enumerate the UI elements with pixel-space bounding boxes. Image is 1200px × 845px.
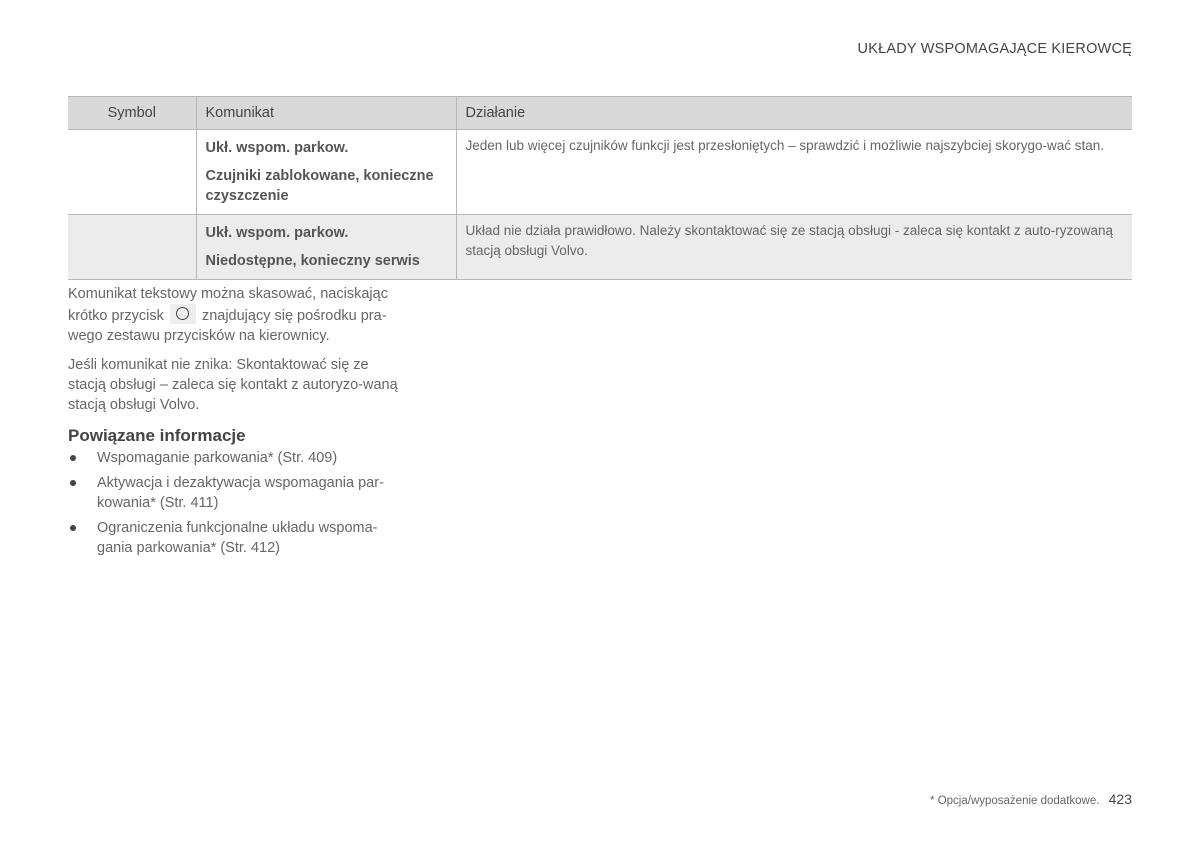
bullet-icon [70, 480, 76, 486]
reset-instruction-text-before: Komunikat tekstowy można skasować, naciskając krótko przycisk [68, 286, 388, 324]
bullet-icon [70, 455, 76, 461]
message-detail: Czujniki zablokowane, konieczne czyszczenie [205, 168, 434, 204]
section-title: UKŁADY WSPOMAGAJĄCE KIEROWCĘ [857, 41, 1132, 57]
symbol-cell [68, 215, 196, 280]
message-title: Ukł. wspom. parkow. [205, 140, 349, 156]
symbol-cell [68, 130, 196, 215]
message-detail: Niedostępne, konieczny serwis [205, 253, 420, 269]
related-info-item[interactable] [68, 473, 408, 513]
column-header-message: Komunikat [196, 97, 456, 130]
related-info-link[interactable]: Wspomaganie parkowania* (Str. 409) [97, 450, 338, 466]
reset-instruction-paragraph [68, 284, 408, 346]
action-text: Jeden lub więcej czujników funkcji jest przesłoniętych – sprawdzić i możliwie najszybciej skorygo-wać stan. [465, 138, 1105, 153]
reset-instruction-text-after: znajdujący się pośrodku pra-wego zestawu przycisków na kierownicy. [68, 308, 387, 344]
action-cell [456, 215, 1132, 280]
table-row [68, 215, 1132, 280]
message-cell [196, 130, 456, 215]
related-info-link[interactable]: Aktywacja i dezaktywacja wspomagania par-kowania* (Str. 411) [97, 475, 384, 511]
message-title: Ukł. wspom. parkow. [205, 225, 349, 241]
contact-service-paragraph: Jeśli komunikat nie znika: Skontaktować się ze stacją obsługi – zaleca się kontakt z autoryzo-waną stacją obsługi Volvo. [68, 357, 398, 413]
action-text: Układ nie działa prawidłowo. Należy skontaktować się ze stacją obsługi - zaleca się kontakt z auto-ryzowaną stacją obsługi Volvo. [465, 223, 1114, 258]
page-number: 423 [1108, 791, 1132, 807]
column-header-action: Działanie [456, 97, 1132, 130]
action-cell [456, 130, 1132, 215]
related-info-item[interactable] [68, 518, 408, 558]
bullet-icon [70, 525, 76, 531]
footer [930, 791, 1132, 807]
message-cell [196, 215, 456, 280]
related-info-item[interactable] [68, 448, 408, 468]
message-table [68, 96, 1132, 280]
table-header-row [68, 97, 1132, 130]
column-header-symbol: Symbol [68, 97, 196, 130]
related-info-list [68, 448, 408, 563]
footnote-text: * Opcja/wyposażenie dodatkowe. [930, 795, 1100, 807]
round-button-icon [170, 304, 196, 324]
related-info-link[interactable]: Ograniczenia funkcjonalne układu wspoma-gania parkowania* (Str. 412) [97, 520, 378, 556]
table-row [68, 130, 1132, 215]
related-info-heading: Powiązane informacje [68, 426, 246, 445]
